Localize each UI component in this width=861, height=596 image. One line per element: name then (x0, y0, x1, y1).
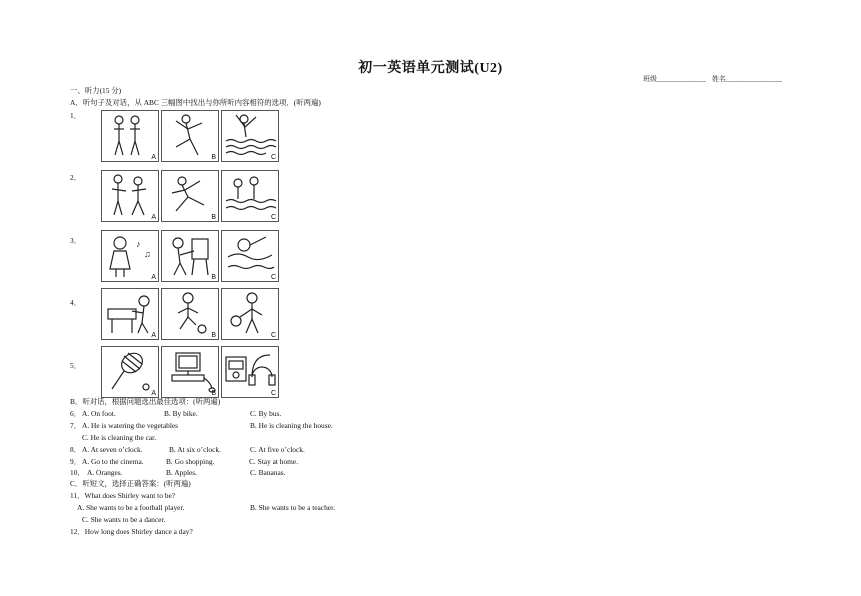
picture-option-a[interactable] (101, 288, 159, 340)
option-b[interactable]: B. He is cleaning the house. (250, 421, 333, 430)
question-number: 8． (70, 445, 82, 454)
picture-option-c[interactable] (221, 346, 279, 398)
picture-option-a[interactable] (101, 110, 159, 162)
people-swimming-icon (222, 171, 278, 221)
picture-option-a[interactable] (101, 230, 159, 282)
picture-option-c[interactable] (221, 110, 279, 162)
picture-options-4 (101, 288, 281, 340)
question-number: 6． (70, 409, 82, 418)
option-b[interactable]: B. At six o’clock. (169, 445, 221, 454)
section-heading: 一、听力(15 分) (70, 86, 122, 95)
class-field[interactable]: 班级______________ (643, 75, 706, 83)
option-letter: A (151, 154, 156, 161)
question-number: 7． (70, 421, 82, 430)
question-number: 1． (70, 111, 82, 120)
part-c-instruction: C．听短文，选择正确答案：(听两遍) (70, 479, 191, 488)
option-letter: C (270, 274, 276, 281)
picture-options-2 (101, 170, 281, 222)
question-number: 9． (70, 457, 82, 466)
question-number: 2． (70, 173, 82, 182)
two-people-talking-icon (102, 171, 158, 221)
option-letter: C (270, 154, 276, 161)
option-a[interactable]: A. She wants to be a football player. (77, 503, 185, 512)
picture-option-a[interactable] (101, 170, 159, 222)
option-a[interactable]: A. He is watering the vegetables (82, 421, 179, 430)
computer-icon (162, 347, 218, 397)
option-b[interactable]: B. Go shopping. (166, 457, 215, 466)
picture-option-b[interactable] (161, 170, 219, 222)
option-letter: C (270, 214, 276, 221)
question-number: 10． (70, 468, 85, 477)
option-b[interactable]: B. By bike. (164, 409, 198, 418)
singing-girl-icon (102, 231, 158, 281)
option-letter: C (270, 332, 276, 339)
option-c[interactable]: C. By bus. (250, 409, 282, 418)
picture-option-a[interactable] (101, 346, 159, 398)
option-c[interactable]: C. At five o’clock. (250, 445, 305, 454)
option-a[interactable]: A. On foot. (82, 409, 116, 418)
picture-option-c[interactable] (221, 230, 279, 282)
option-a[interactable]: A. At seven o’clock. (82, 445, 143, 454)
swimming-child-icon (222, 231, 278, 281)
picture-option-b[interactable] (161, 110, 219, 162)
picture-option-b[interactable] (161, 230, 219, 282)
option-b[interactable]: B. Apples. (166, 468, 198, 477)
picture-options-3 (101, 230, 281, 282)
picture-option-c[interactable] (221, 288, 279, 340)
name-field[interactable]: 姓名________________ (712, 75, 782, 83)
part-b-instruction: B．听对话，根据问题选出最佳选项：(听两遍) (70, 397, 221, 406)
drawing-child-icon (162, 231, 218, 281)
playing-football-icon (162, 289, 218, 339)
option-b[interactable]: B. She wants to be a teacher. (250, 503, 335, 512)
part-a-instruction: A．听句子及对话，从 ABC 三幅图中找出与你所听内容相符的选项．(听两遍) (70, 98, 321, 107)
option-c[interactable]: C. Bananas. (250, 468, 286, 477)
question-number: 5． (70, 361, 82, 370)
page-title: 初一英语单元测试(U2) (358, 61, 503, 76)
jumping-person-icon (162, 171, 218, 221)
playing-basketball-icon (222, 289, 278, 339)
dancing-person-icon (162, 111, 218, 161)
two-people-icon (102, 111, 158, 161)
option-letter: B (211, 274, 216, 281)
picture-option-b[interactable] (161, 346, 219, 398)
swimming-person-icon (222, 111, 278, 161)
option-c[interactable]: C. He is cleaning the car. (82, 433, 157, 442)
question-stem: 11．What does Shirley want to be? (70, 491, 176, 500)
picture-options-5 (101, 346, 281, 398)
option-letter: B (211, 390, 216, 397)
headphones-player-icon (222, 347, 278, 397)
option-letter: A (151, 274, 156, 281)
picture-option-b[interactable] (161, 288, 219, 340)
picture-options-1 (101, 110, 281, 162)
svg-text:♫: ♫ (144, 249, 151, 259)
option-letter: B (211, 332, 216, 339)
option-a[interactable]: A. Go to the cinema. (82, 457, 144, 466)
option-letter: A (151, 332, 156, 339)
tennis-racket-icon (102, 347, 158, 397)
picture-option-c[interactable] (221, 170, 279, 222)
option-a[interactable]: A. Oranges. (87, 468, 123, 477)
option-letter: B (211, 154, 216, 161)
question-stem: 12．How long does Shirley dance a day? (70, 527, 193, 536)
option-letter: C (270, 390, 276, 397)
svg-text:♪: ♪ (136, 239, 141, 249)
option-letter: A (151, 214, 156, 221)
option-letter: A (151, 390, 156, 397)
option-letter: B (211, 214, 216, 221)
playing-piano-icon (102, 289, 158, 339)
question-number: 3． (70, 236, 82, 245)
option-c[interactable]: C. Stay at home. (249, 457, 299, 466)
option-c[interactable]: C. She wants to be a dancer. (82, 515, 166, 524)
question-number: 4． (70, 298, 82, 307)
